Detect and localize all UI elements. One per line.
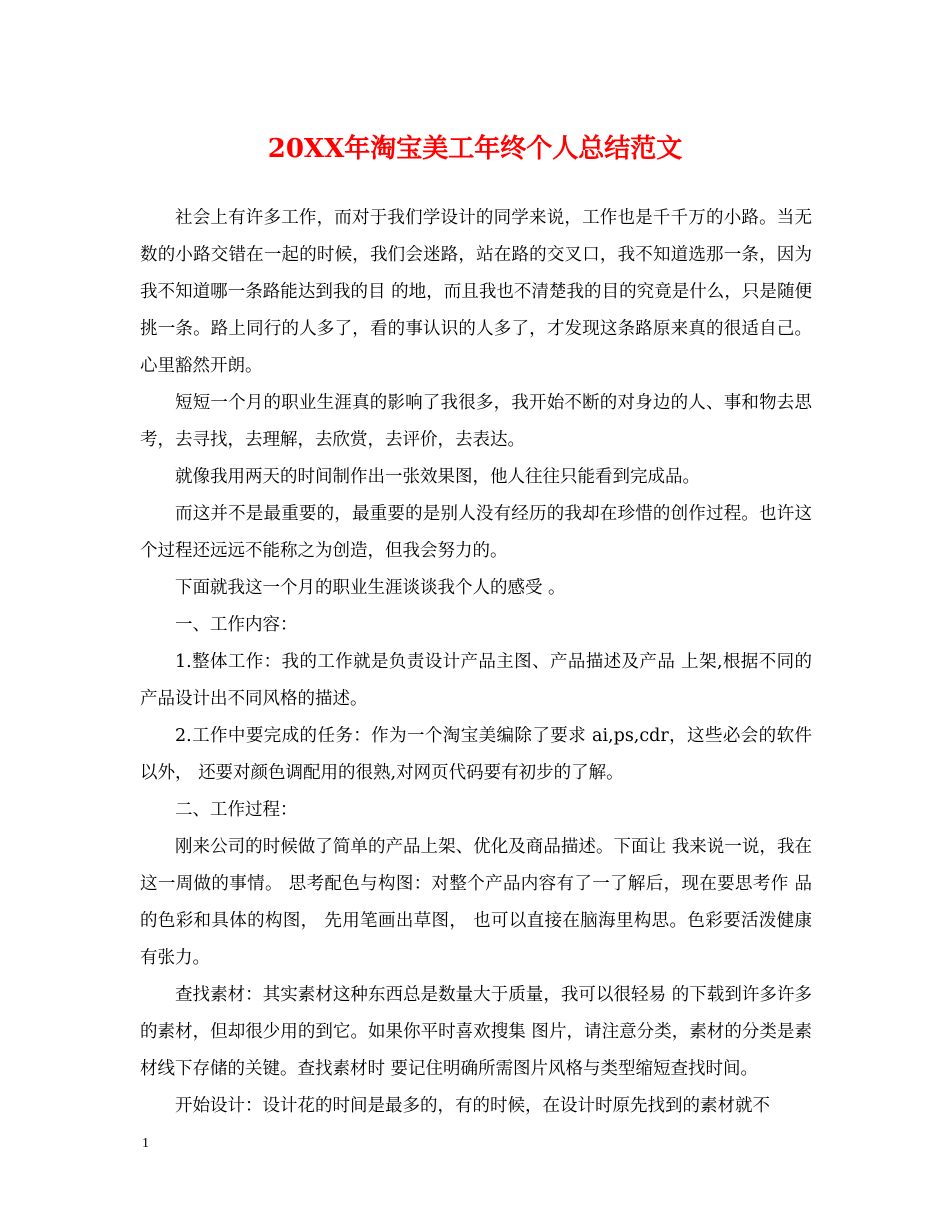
page-number: 1 <box>142 1136 149 1151</box>
paragraph-creative-process: 而这并不是最重要的，最重要的是别人没有经历的我却在珍惜的创作过程。也许这个过程还远远不能称之为创造，但我会努力的。 <box>140 504 812 561</box>
paragraph-effect-image: 就像我用两天的时间制作出一张效果图，他人往往只能看到完成品。 <box>175 467 700 487</box>
section-heading-work-process: 二、工作过程： <box>175 800 298 820</box>
document-body <box>140 200 812 1125</box>
paragraph-find-materials: 查找素材：其实素材这种东西总是数量大于质量，我可以很轻易 的下载到许多许多的素材，但却很少用的到它。如果你平时喜欢搜集 图片，请注意分类，素材的分类是素材线下存储的关键。查找素材时 要记住明确所需图片风格与类型缩短查找时间。 <box>140 985 812 1079</box>
document-title: 20XX年淘宝美工年终个人总结范文 <box>267 134 683 164</box>
paragraph-intro: 社会上有许多工作，而对于我们学设计的同学来说，工作也是千千万的小路。当无数的小路交错在一起的时候，我们会迷路，站在路的交叉口，我不知道选那一条，因为我不知道哪一条路能达到我的目 的地，而且我也不清楚我的目的究竟是什么，只是随便挑一条。路上同行的人多了，看的事认识的人多了，才发现这条路原来真的很适自己。心里豁然开朗。 <box>140 208 812 376</box>
paragraph-career-impact: 短短一个月的职业生涯真的影响了我很多，我开始不断的对身边的人、事和物去思考，去寻找，去理解，去欣赏，去评价，去表达。 <box>140 393 812 450</box>
paragraph-work-tasks: 2.工作中要完成的任务：作为一个淘宝美编除了要求 ai,ps,cdr，这些必会的软件以外， 还要对颜色调配用的很熟,对网页代码要有初步的了解。 <box>140 726 812 783</box>
paragraph-feelings-intro: 下面就我这一个月的职业生涯谈谈我个人的感受 。 <box>175 578 566 598</box>
paragraph-first-week: 刚来公司的时候做了简单的产品上架、优化及商品描述。下面让 我来说一说，我在这一周做的事情。 思考配色与构图：对整个产品内容有了一了解后，现在要思考作 品的色彩和具体的构图， 先用笔画出草图， 也可以直接在脑海里构思。色彩要活泼健康有张力。 <box>140 837 812 968</box>
paragraph-start-design: 开始设计：设计花的时间是最多的，有的时候，在设计时原先找到的素材就不 <box>175 1096 770 1116</box>
paragraph-overall-work: 1.整体工作：我的工作就是负责设计产品主图、产品描述及产品 上架,根据不同的产品设计出不同风格的描述。 <box>140 652 812 709</box>
section-heading-work-content: 一、工作内容： <box>175 615 298 635</box>
